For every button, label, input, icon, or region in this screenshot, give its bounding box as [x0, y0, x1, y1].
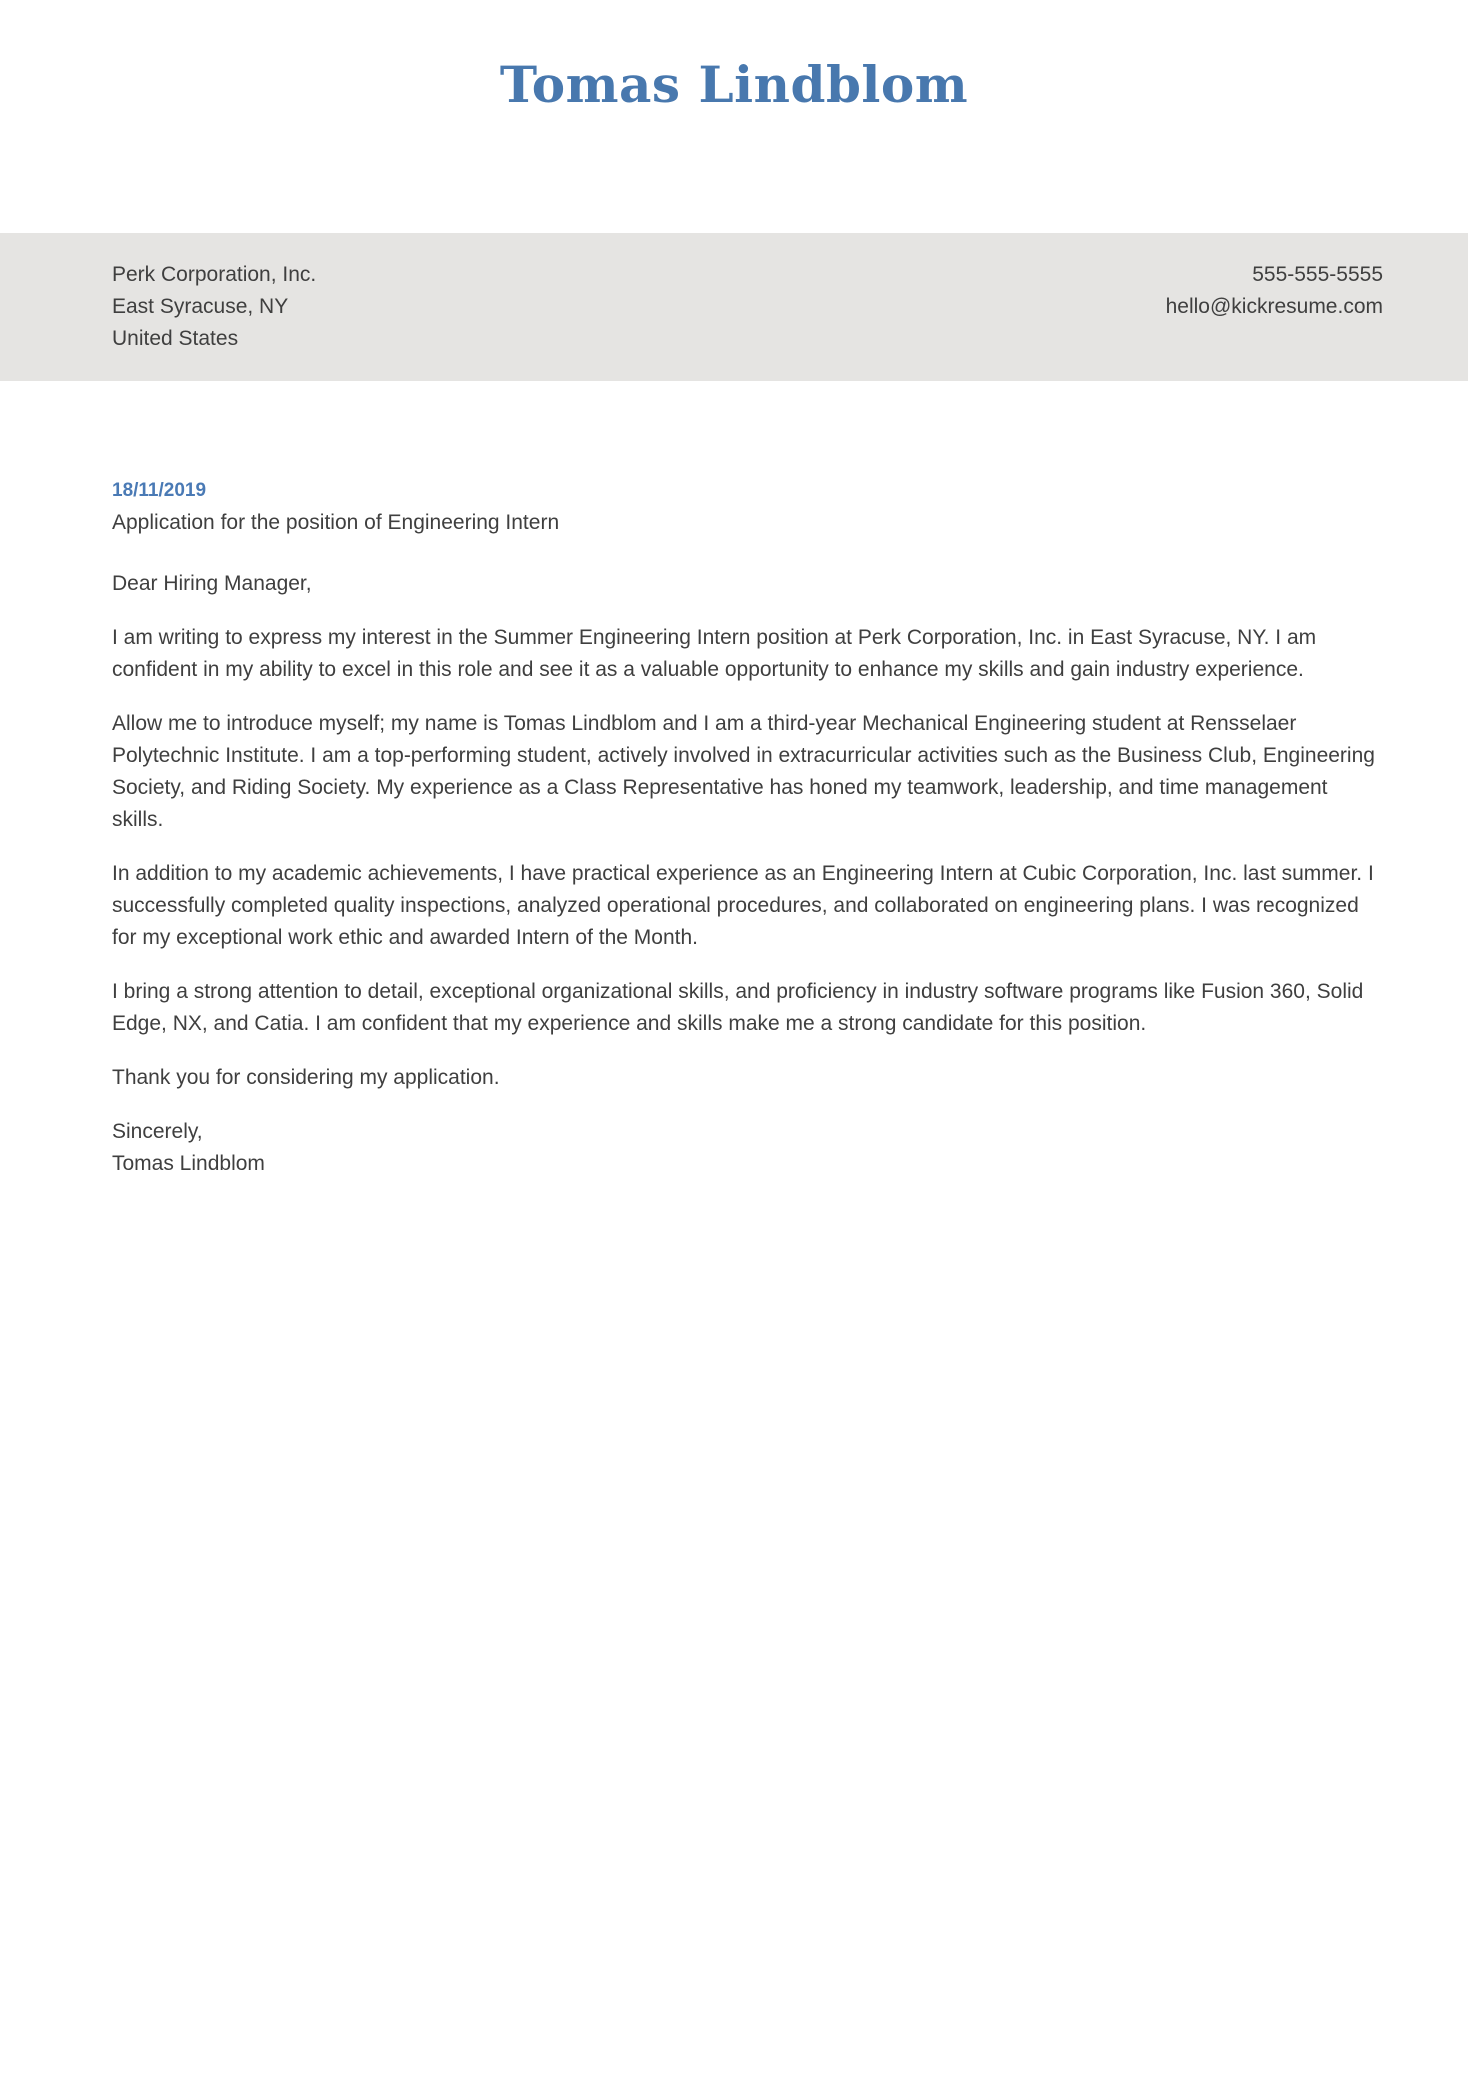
page-title: Tomas Lindblom: [499, 55, 969, 114]
letter-signature: Tomas Lindblom: [112, 1152, 265, 1175]
sender-contact-block: [1166, 259, 1383, 323]
recipient-city: East Syracuse, NY: [112, 295, 289, 318]
letter-paragraph: Thank you for considering my application.: [112, 1066, 500, 1089]
contact-band: [0, 233, 1468, 381]
letter-body: [0, 381, 1468, 1180]
letter-closing: Sincerely,: [112, 1120, 203, 1143]
recipient-company: Perk Corporation, Inc.: [112, 263, 317, 286]
sender-phone: 555-555-5555: [1252, 263, 1383, 286]
letter-paragraph: In addition to my academic achievements, I have practical experience as an Engineering Intern at Cubic Corporation, Inc. last summer. I successfully completed quality inspections, analyzed operational procedures, and collaborated on engineering plans. I was recognized for my exceptional work ethic and awarded Intern of the Month.: [112, 862, 1374, 949]
letter-subject: Application for the position of Engineering Intern: [112, 511, 560, 534]
recipient-country: United States: [112, 327, 239, 350]
sender-email: hello@kickresume.com: [1165, 295, 1383, 318]
letter-paragraph: I bring a strong attention to detail, exceptional organizational skills, and proficiency in industry software programs like Fusion 360, Solid Edge, NX, and Catia. I am confident that my experience and skills make me a strong candidate for this position.: [112, 980, 1364, 1035]
closing-block: [112, 1116, 1378, 1180]
letter-paragraph: Allow me to introduce myself; my name is Tomas Lindblom and I am a third-year Mechanical Engineering student at Rensselaer Polytechnic Institute. I am a top-performing student, actively involved in extracurricular activities such as the Business Club, Engineering Society, and Riding Society. My experience as a Class Representative has honed my teamwork, leadership, and time management skills.: [112, 712, 1375, 831]
letter-salutation: Dear Hiring Manager,: [112, 572, 312, 595]
recipient-address-block: [112, 259, 316, 355]
letter-paragraph: I am writing to express my interest in the Summer Engineering Intern position at Perk Corporation, Inc. in East Syracuse, NY. I am confident in my ability to excel in this role and see it as a valuable opportunity to enhance my skills and gain industry experience.: [112, 626, 1317, 681]
letter-date: 18/11/2019: [112, 480, 207, 501]
